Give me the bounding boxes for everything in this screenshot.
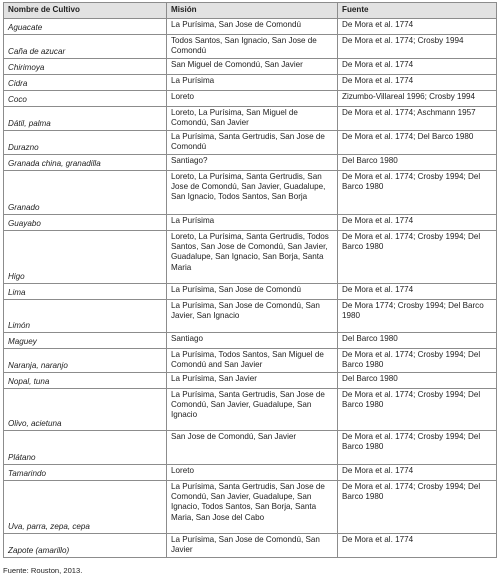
table-body (4, 19, 497, 558)
header-mision: Misión (167, 3, 338, 19)
header-nombre-de-cultivo: Nombre de Cultivo (4, 3, 167, 19)
cell-cultivo: Olivo, acietuna (4, 389, 167, 431)
cell-fuente: De Mora et al. 1774; Crosby 1994; Del Barco 1980 (338, 349, 497, 373)
cell-fuente: De Mora et al. 1774; Crosby 1994; Del Barco 1980 (338, 389, 497, 431)
cell-mision: San Jose de Comondú, San Javier (167, 431, 338, 465)
cell-fuente: De Mora et al. 1774 (338, 465, 497, 481)
cell-fuente: De Mora et al. 1774; Crosby 1994 (338, 35, 497, 59)
cell-fuente: Zizumbo-Villareal 1996; Crosby 1994 (338, 91, 497, 107)
cell-fuente: De Mora et al. 1774; Crosby 1994; Del Barco 1980 (338, 481, 497, 534)
table-row (4, 481, 497, 534)
cell-fuente: De Mora et al. 1774 (338, 534, 497, 558)
cell-cultivo: Durazno (4, 131, 167, 155)
cell-mision: Loreto, La Purísima, Santa Gertrudis, San Jose de Comondú, San Javier, Guadalupe, San Ignacio, Todos Santos, San Borja (167, 171, 338, 215)
cell-cultivo: Aguacate (4, 19, 167, 35)
cell-mision: La Purísima (167, 75, 338, 91)
cell-mision: La Purísima, Santa Gertrudis, San Jose de Comondú, San Javier, Guadalupe, San Ignacio (167, 389, 338, 431)
table-row (4, 465, 497, 481)
cell-fuente: Del Barco 1980 (338, 373, 497, 389)
cell-fuente: De Mora et al. 1774; Del Barco 1980 (338, 131, 497, 155)
table-row (4, 231, 497, 284)
table-row (4, 215, 497, 231)
table-row (4, 131, 497, 155)
cell-mision: Santiago? (167, 155, 338, 171)
table-row (4, 534, 497, 558)
table-row (4, 107, 497, 131)
cell-cultivo: Caña de azucar (4, 35, 167, 59)
table-row (4, 333, 497, 349)
cell-fuente: De Mora et al. 1774; Aschmann 1957 (338, 107, 497, 131)
cell-cultivo: Coco (4, 91, 167, 107)
cell-cultivo: Maguey (4, 333, 167, 349)
cell-cultivo: Zapote (amarillo) (4, 534, 167, 558)
cell-cultivo: Chirimoya (4, 59, 167, 75)
cell-mision: Loreto, La Purísima, Santa Gertrudis, Todos Santos, San Jose de Comondú, San Javier, Guadalupe, San Ignacio, San Borja, Santa Maria (167, 231, 338, 284)
cell-fuente: De Mora et al. 1774 (338, 215, 497, 231)
table-row (4, 284, 497, 300)
cell-cultivo: Limón (4, 300, 167, 333)
cell-cultivo: Granado (4, 171, 167, 215)
cell-cultivo: Nopal, tuna (4, 373, 167, 389)
cell-mision: La Purísima, San Jose de Comondú (167, 284, 338, 300)
cell-fuente: De Mora et al. 1774; Crosby 1994; Del Barco 1980 (338, 431, 497, 465)
table-row (4, 19, 497, 35)
cell-fuente: De Mora et al. 1774 (338, 284, 497, 300)
header-fuente: Fuente (338, 3, 497, 19)
cell-mision: La Purísima (167, 215, 338, 231)
table-row (4, 373, 497, 389)
cell-cultivo: Plátano (4, 431, 167, 465)
table-row (4, 300, 497, 333)
cell-mision: Loreto (167, 465, 338, 481)
cell-cultivo: Uva, parra, zepa, cepa (4, 481, 167, 534)
table-row (4, 171, 497, 215)
cell-mision: Santiago (167, 333, 338, 349)
cell-mision: La Purísima, San Javier (167, 373, 338, 389)
cell-mision: Loreto (167, 91, 338, 107)
cell-cultivo: Guayabo (4, 215, 167, 231)
source-note: Fuente: Rouston, 2013. (3, 566, 83, 575)
cell-fuente: Del Barco 1980 (338, 155, 497, 171)
cell-mision: La Purísima, Todos Santos, San Miguel de Comondú and San Javier (167, 349, 338, 373)
cell-cultivo: Granada china, granadilla (4, 155, 167, 171)
cell-cultivo: Naranja, naranjo (4, 349, 167, 373)
cell-mision: Todos Santos, San Ignacio, San Jose de Comondú (167, 35, 338, 59)
cell-fuente: De Mora et al. 1774 (338, 19, 497, 35)
cell-fuente: De Mora et al. 1774; Crosby 1994; Del Barco 1980 (338, 171, 497, 215)
cell-cultivo: Dátil, palma (4, 107, 167, 131)
cell-mision: San Miguel de Comondú, San Javier (167, 59, 338, 75)
cell-mision: La Purísima, San Jose de Comondú, San Javier, San Ignacio (167, 300, 338, 333)
table-row (4, 389, 497, 431)
table-row (4, 91, 497, 107)
cell-cultivo: Tamarindo (4, 465, 167, 481)
table-row (4, 35, 497, 59)
cell-mision: La Purísima, San Jose de Comondú (167, 19, 338, 35)
cell-fuente: De Mora et al. 1774; Crosby 1994; Del Barco 1980 (338, 231, 497, 284)
table-row (4, 431, 497, 465)
crops-table (3, 2, 497, 558)
cell-mision: La Purísima, San Jose de Comondú, San Javier (167, 534, 338, 558)
cell-fuente: De Mora 1774; Crosby 1994; Del Barco 1980 (338, 300, 497, 333)
cell-mision: La Purísima, Santa Gertrudis, San Jose de Comondú, San Javier, Guadalupe, San Ignacio, Todos Santos, San Borja, Santa Maria, San Jose del Cabo (167, 481, 338, 534)
cell-cultivo: Higo (4, 231, 167, 284)
cell-fuente: De Mora et al. 1774 (338, 75, 497, 91)
table-header (4, 3, 497, 19)
cell-fuente: Del Barco 1980 (338, 333, 497, 349)
header-row (4, 3, 497, 19)
cell-cultivo: Cidra (4, 75, 167, 91)
cell-mision: Loreto, La Purísima, San Miguel de Comondú, San Javier (167, 107, 338, 131)
table-row (4, 349, 497, 373)
cell-fuente: De Mora et al. 1774 (338, 59, 497, 75)
table-row (4, 75, 497, 91)
cell-cultivo: Lima (4, 284, 167, 300)
table-row (4, 59, 497, 75)
cell-mision: La Purísima, Santa Gertrudis, San Jose de Comondú (167, 131, 338, 155)
table-row (4, 155, 497, 171)
